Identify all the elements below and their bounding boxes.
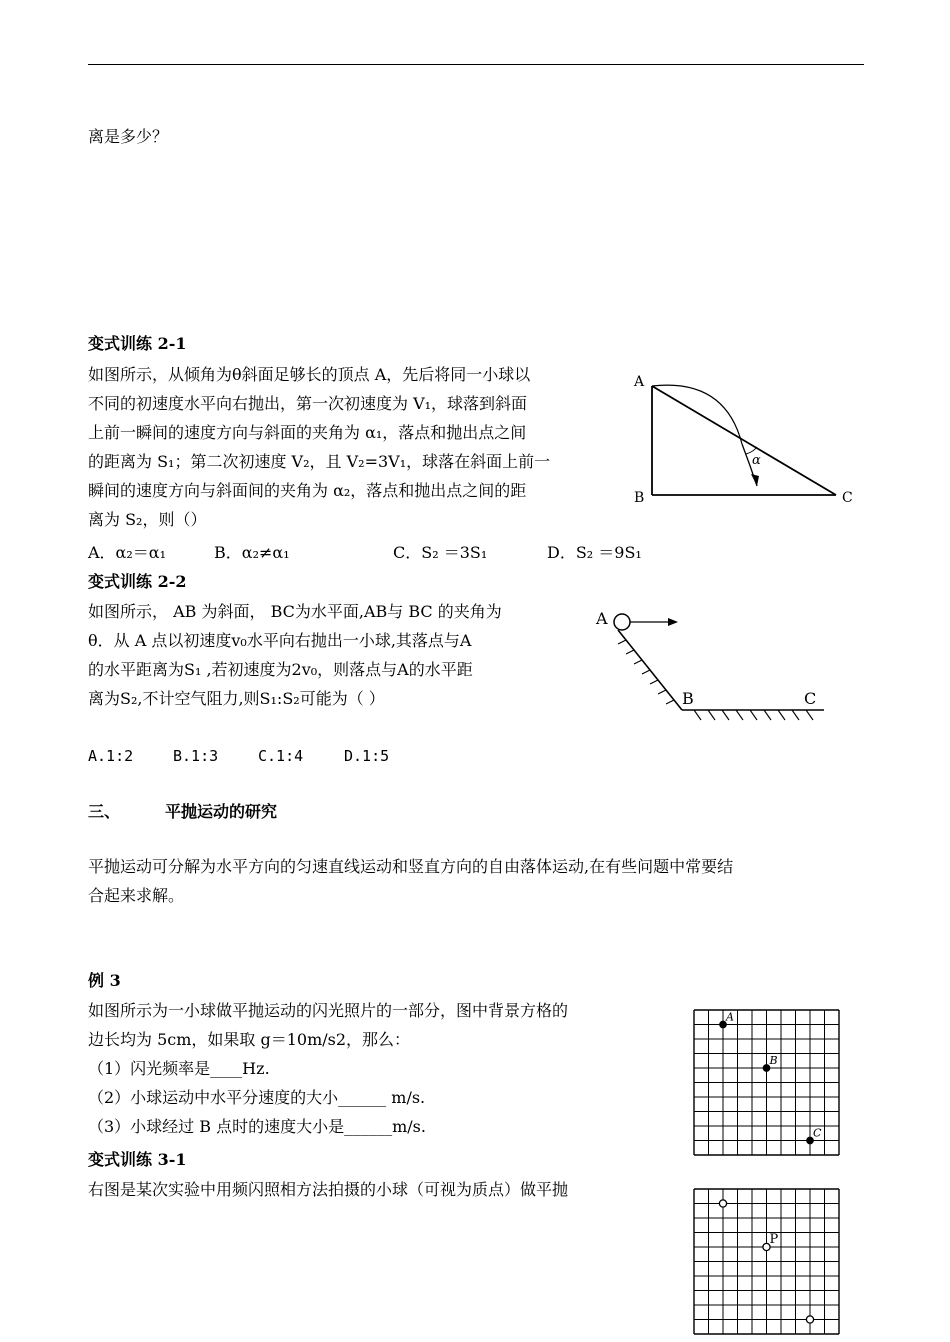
text-line: （2）小球运动中水平分速度的大小______ m/s. <box>88 1088 426 1107</box>
hatch-mark <box>618 640 626 644</box>
v31-text: 右图是某次实验中用频闪照相方法拍摄的小球（可视为质点）做平抛 <box>88 1180 569 1199</box>
text-line: （1）闪光频率是____Hz. <box>88 1059 270 1078</box>
label-alpha: α <box>752 453 761 468</box>
text-line: 的距离为 S₁；第二次初速度 V₂，且 V₂=3V₁，球落在斜面上前一 <box>88 452 551 471</box>
hatch-mark <box>626 650 634 654</box>
text-line: 如图所示，从倾角为θ斜面足够长的顶点 A，先后将同一小球以 <box>88 365 531 384</box>
text-line: 边长均为 5cm，如果取 g＝10m/s2，那么： <box>88 1030 411 1049</box>
v22-text <box>88 597 502 713</box>
hatch-mark <box>736 710 743 720</box>
text-line: 瞬间的速度方向与斜面间的夹角为 α₂，落点和抛出点之间的距 <box>88 481 527 500</box>
arrow-head <box>751 474 759 486</box>
text-line: （3）小球经过 B 点时的速度大小是______m/s. <box>88 1117 426 1136</box>
label-c: C <box>842 490 853 506</box>
label-a: A <box>634 374 645 390</box>
surface-hatching <box>618 640 813 720</box>
ex3-heading: 例 3 <box>88 971 121 990</box>
v21-option-a: A．α₂＝α₁ <box>88 543 166 562</box>
hatch-mark <box>764 710 771 720</box>
v21-text <box>88 360 550 534</box>
v21-incline-figure <box>620 360 870 510</box>
text-line: 的水平距离为S₁ ,若初速度为2v₀，则落点与A的水平距 <box>88 660 473 679</box>
v22-heading: 变式训练 2-2 <box>88 572 187 591</box>
label-b: B <box>682 689 694 708</box>
question-tail: 离是多少？ <box>88 127 169 146</box>
text-line: 合起来求解。 <box>88 886 185 905</box>
slope-line <box>652 386 836 495</box>
section-number: 三、 <box>88 802 121 821</box>
ex3-flash-grid <box>688 1005 848 1160</box>
hatch-mark <box>722 710 729 720</box>
text-line: 如图所示， AB 为斜面， BC为水平面,AB与 BC 的夹角为 <box>88 602 502 621</box>
ball <box>614 614 630 630</box>
hatch-mark <box>778 710 785 720</box>
v21-option-b: B．α₂≠α₁ <box>214 543 290 562</box>
v22-option-d: D.1:5 <box>344 747 390 765</box>
text-line: 离为 S₂，则（） <box>88 510 207 529</box>
text-line: 离为S₂,不计空气阻力,则S₁:S₂可能为（ ） <box>88 689 385 708</box>
hatch-mark <box>750 710 757 720</box>
v31-flash-grid <box>688 1184 848 1339</box>
v22-slope-figure <box>590 600 830 730</box>
hatch-mark <box>634 660 642 664</box>
v22-option-b: B.1:3 <box>173 747 219 765</box>
text-line: 如图所示为一小球做平抛运动的闪光照片的一部分，图中背景方格的 <box>88 1001 569 1020</box>
point-label: A <box>726 1010 734 1024</box>
text-line: 平抛运动可分解为水平方向的匀速直线运动和竖直方向的自由落体运动,在有些问题中常要结 <box>88 857 734 876</box>
header-rule <box>88 64 864 65</box>
hatch-mark <box>666 700 674 704</box>
hatch-mark <box>650 680 658 684</box>
point-label: B <box>769 1054 778 1067</box>
v21-heading: 变式训练 2-1 <box>88 334 187 353</box>
label-c: C <box>804 689 817 708</box>
hatch-mark <box>694 710 701 720</box>
ball-point <box>719 1200 726 1207</box>
hatch-mark <box>642 670 650 674</box>
ex3-text <box>88 996 568 1141</box>
v21-option-c: C．S₂ ＝3S₁ <box>393 543 488 562</box>
hatch-mark <box>806 710 813 720</box>
label-a: A <box>596 609 608 628</box>
hatch-mark <box>708 710 715 720</box>
arrow-head <box>668 618 678 626</box>
ball-point <box>806 1316 813 1323</box>
text-line: θ．从 A 点以初速度v₀水平向右抛出一小球,其落点与A <box>88 631 472 650</box>
hatch-mark <box>658 690 666 694</box>
v31-heading: 变式训练 3-1 <box>88 1150 187 1169</box>
point-label: P <box>769 1232 779 1247</box>
section-title: 平抛运动的研究 <box>165 802 278 821</box>
v22-option-c: C.1:4 <box>258 747 304 765</box>
text-line: 上前一瞬间的速度方向与斜面的夹角为 α₁，落点和抛出点之间 <box>88 423 527 442</box>
section-paragraph <box>88 852 733 910</box>
v21-option-d: D．S₂ ＝9S₁ <box>547 543 642 562</box>
label-b: B <box>634 490 645 506</box>
point-label: C <box>813 1126 822 1140</box>
text-line: 不同的初速度水平向右抛出，第一次初速度为 V₁，球落到斜面 <box>88 394 528 413</box>
hatch-mark <box>792 710 799 720</box>
v22-option-a: A.1:2 <box>88 747 134 765</box>
